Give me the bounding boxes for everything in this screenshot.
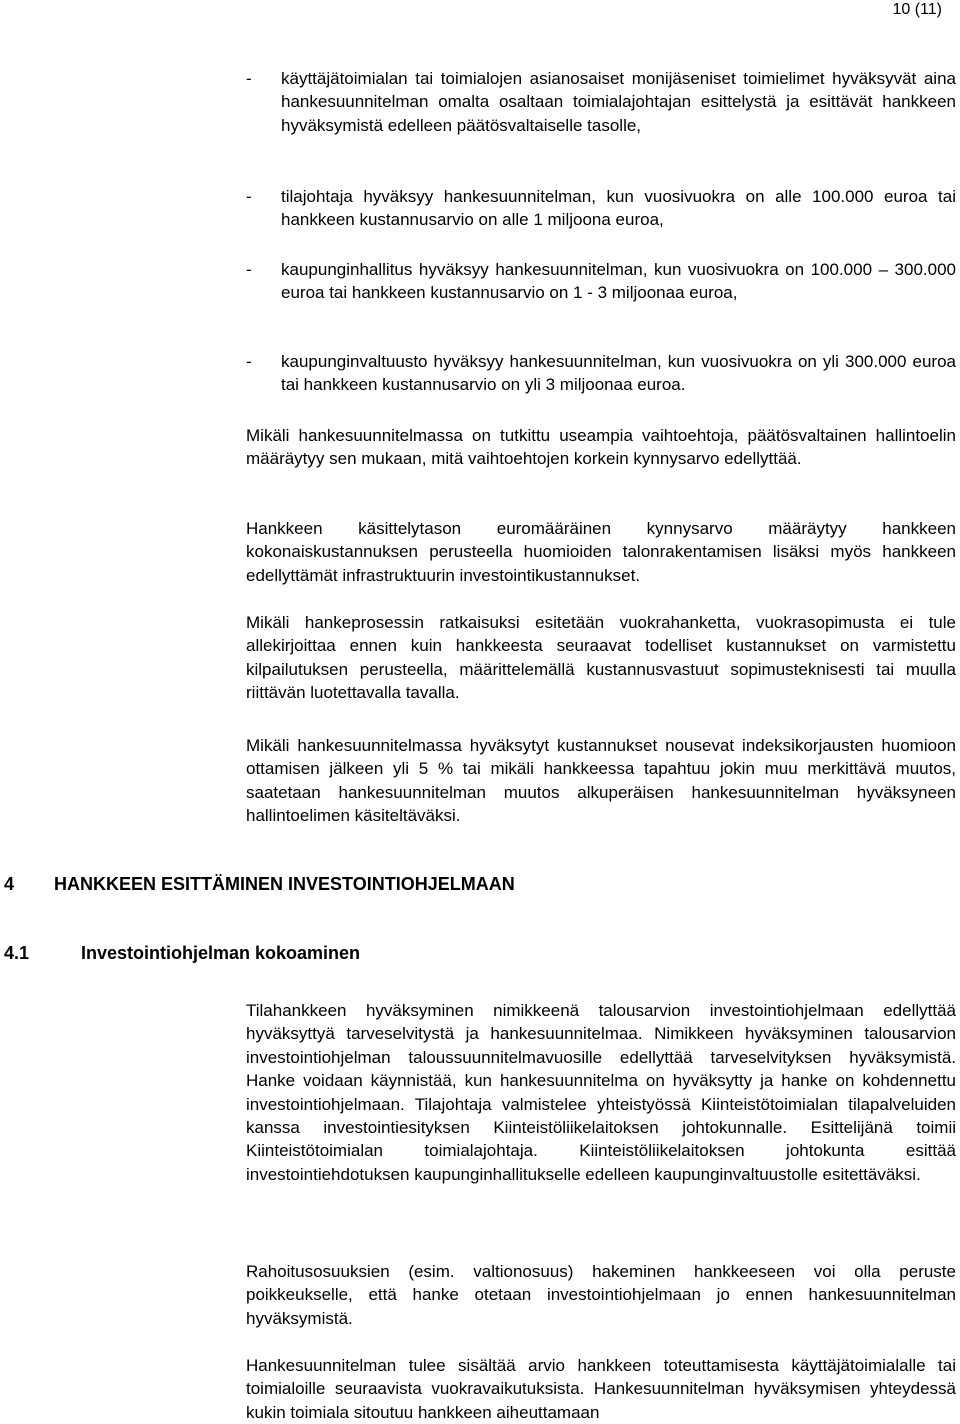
subsection-title: Investointiohjelman kokoaminen (81, 943, 361, 963)
section-heading (4, 872, 515, 896)
body-paragraph: Mikäli hankesuunnitelmassa hyväksytyt kustannukset nousevat indeksikorjausten huomioon ottamisen jälkeen yli 5 % tai mikäli hankkeessa tapahtuu jokin muu merkittävä muutos, saatetaan hankesuunnitelman muutos alkuperäisen hankesuunnitelman hyväksyneen hallintoelimen käsiteltäväksi. (246, 736, 956, 826)
list-item (246, 67, 956, 137)
list-dash: - (246, 260, 252, 279)
body-paragraph: Tilahankkeen hyväksyminen nimikkeenä talousarvion investointiohjelmaan edellyttää hyväksyttyä tarveselvitystä ja hankesuunnitelmaa. Nimikkeen hyväksyminen talousarvion investointiohjelman taloussuunnitelmavuosille edellyttää tarveselvityksen hyväksymistä. Hanke voidaan käynnistää, kun hankesuunnitelma on hyväksytty ja hanke on kohdennettu investointiohjelmaan. Tilajohtaja valmistelee yhteistyössä Kiinteistötoimialan tilapalveluiden kanssa investointiesityksen Kiinteistöliikelaitoksen johtokunnalle. Esittelijänä toimii Kiinteistötoimialan toimialajohtaja. Kiinteistöliikelaitoksen johtokunta esittää investointiehdotuksen kaupunginhallitukselle edelleen kaupunginvaltuustolle esitettäväksi. (246, 1001, 956, 1184)
list-dash: - (246, 187, 252, 206)
subsection-number: 4.1 (4, 943, 30, 963)
body-paragraph: Mikäli hankeprosessin ratkaisuksi esitetään vuokrahanketta, vuokrasopimusta ei tule allekirjoittaa ennen kuin hankkeesta seuraavat todelliset kustannukset on varmistettu kilpailutuksen perusteella, määrittelemällä kustannusvastuut sopimusteknisesti tai muulla riittävän luotettavalla tavalla. (246, 613, 956, 703)
list-item (246, 258, 956, 305)
list-item (246, 350, 956, 397)
list-item-text: kaupunginhallitus hyväksyy hankesuunnitelman, kun vuosivuokra on 100.000 – 300.000 euroa tai hankkeen kustannusarvio on 1 - 3 miljoonaa euroa, (281, 260, 956, 303)
body-paragraph: Mikäli hankesuunnitelmassa on tutkittu useampia vaihtoehtoja, päätösvaltainen hallintoelin määräytyy sen mukaan, mitä vaihtoehtojen korkein kynnysarvo edellyttää. (246, 426, 956, 469)
list-item (246, 185, 956, 232)
list-dash: - (246, 69, 252, 88)
list-item-text: käyttäjätoimialan tai toimialojen asianosaiset monijäseniset toimielimet hyväksyvät aina hankesuunnitelman omalta osaltaan toimialajohtajan esittelystä ja esittävät hankkeen hyväksymistä edelleen päätösvaltaiselle tasolle, (281, 69, 956, 135)
section-title: HANKKEEN ESITTÄMINEN INVESTOINTIOHJELMAAN (54, 874, 515, 894)
body-paragraph: Rahoitusosuuksien (esim. valtionosuus) hakeminen hankkeeseen voi olla peruste poikkeukselle, että hanke otetaan investointiohjelmaan jo ennen hankesuunnitelman hyväksymistä. (246, 1262, 956, 1328)
list-item-text: tilajohtaja hyväksyy hankesuunnitelman, kun vuosivuokra on alle 100.000 euroa tai hankkeen kustannusarvio on alle 1 miljoona euroa, (281, 187, 956, 230)
body-paragraph: Hankkeen käsittelytason euromääräinen kynnysarvo määräytyy hankkeen kokonaiskustannuksen perusteella huomioiden talonrakentamisen lisäksi myös hankkeen edellyttämät infrastruktuurin investointikustannukset. (246, 519, 956, 585)
body-paragraph: Hankesuunnitelman tulee sisältää arvio hankkeen toteuttamisesta käyttäjätoimialalle tai toimialoille seuraavista vuokravaikutuksista. Hankesuunnitelman hyväksymisen yhteydessä kukin toimiala sitoutuu hankkeen aiheuttamaan (246, 1356, 956, 1422)
section-number: 4 (4, 874, 15, 894)
list-item-text: kaupunginvaltuusto hyväksyy hankesuunnitelman, kun vuosivuokra on yli 300.000 euroa tai hankkeen kustannusarvio on yli 3 miljoonaa euroa. (281, 352, 956, 395)
list-dash: - (246, 352, 252, 371)
subsection-heading (4, 941, 360, 965)
page-number: 10 (11) (892, 1, 942, 18)
